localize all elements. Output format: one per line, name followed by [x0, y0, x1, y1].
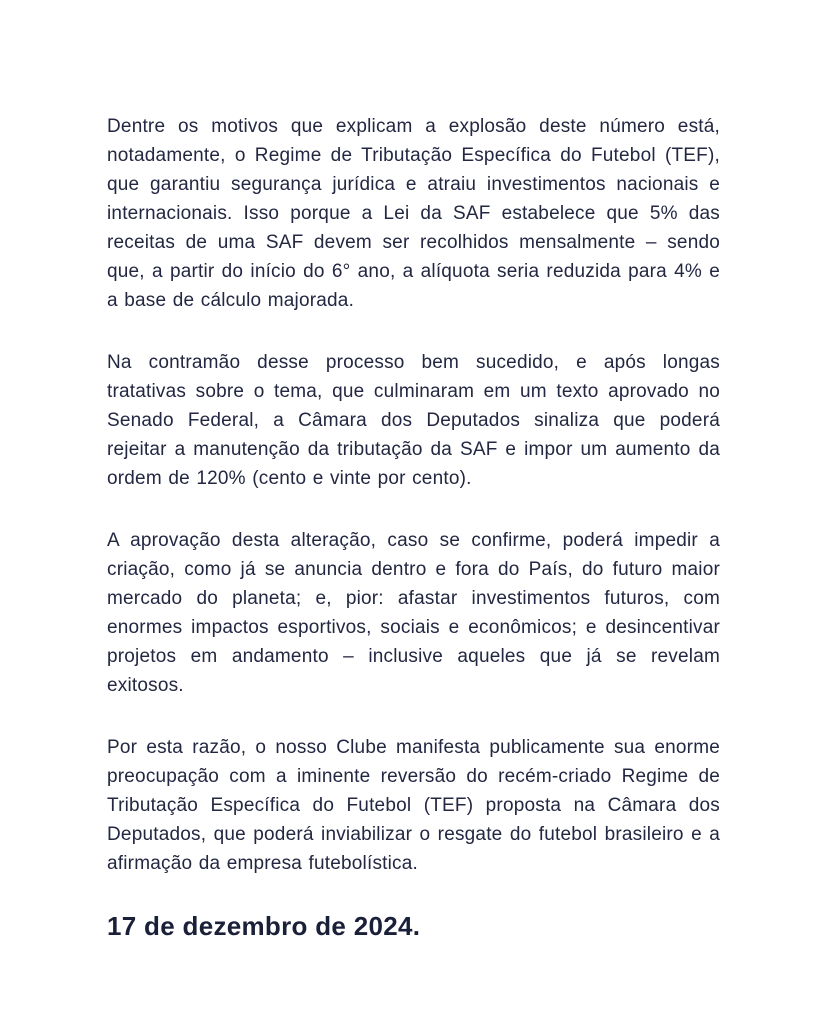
paragraph-manifestacao-clube: Por esta razão, o nosso Clube manifesta publicamente sua enorme preocupação com a iminente reversão do recém-criado Regime de Tributação Específica do Futebol (TEF) proposta na Câmara dos Deputados, que poderá inviabilizar o resgate do futebol brasileiro e a afirmação da empresa futebolística.	[107, 737, 720, 874]
paragraph-camara-aumento: Na contramão desse processo bem sucedido, e após longas tratativas sobre o tema, que culminaram em um texto aprovado no Senado Federal, a Câmara dos Deputados sinaliza que poderá rejeitar a manutenção da tributação da SAF e impor um aumento da ordem de 120% (cento e vinte por cento).	[107, 352, 720, 489]
paragraph-impactos: A aprovação desta alteração, caso se confirme, poderá impedir a criação, como já se anuncia dentro e fora do País, do futuro maior mercado do planeta; e, pior: afastar investimentos futuros, com enormes impactos esportivos, sociais e econômicos; e desincentivar projetos em andamento – inclusive aqueles que já se revelam exitosos.	[107, 530, 720, 696]
paragraph-tef-regime: Dentre os motivos que explicam a explosão deste número está, notadamente, o Regime de Tributação Específica do Futebol (TEF), que garantiu segurança jurídica e atraiu investimentos nacionais e internacionais. Isso porque a Lei da SAF estabelece que 5% das receitas de uma SAF devem ser recolhidos mensalmente – sendo que, a partir do início do 6° ano, a alíquota seria reduzida para 4% e a base de cálculo majorada.	[107, 116, 720, 311]
document-date: 17 de dezembro de 2024.	[107, 911, 421, 941]
